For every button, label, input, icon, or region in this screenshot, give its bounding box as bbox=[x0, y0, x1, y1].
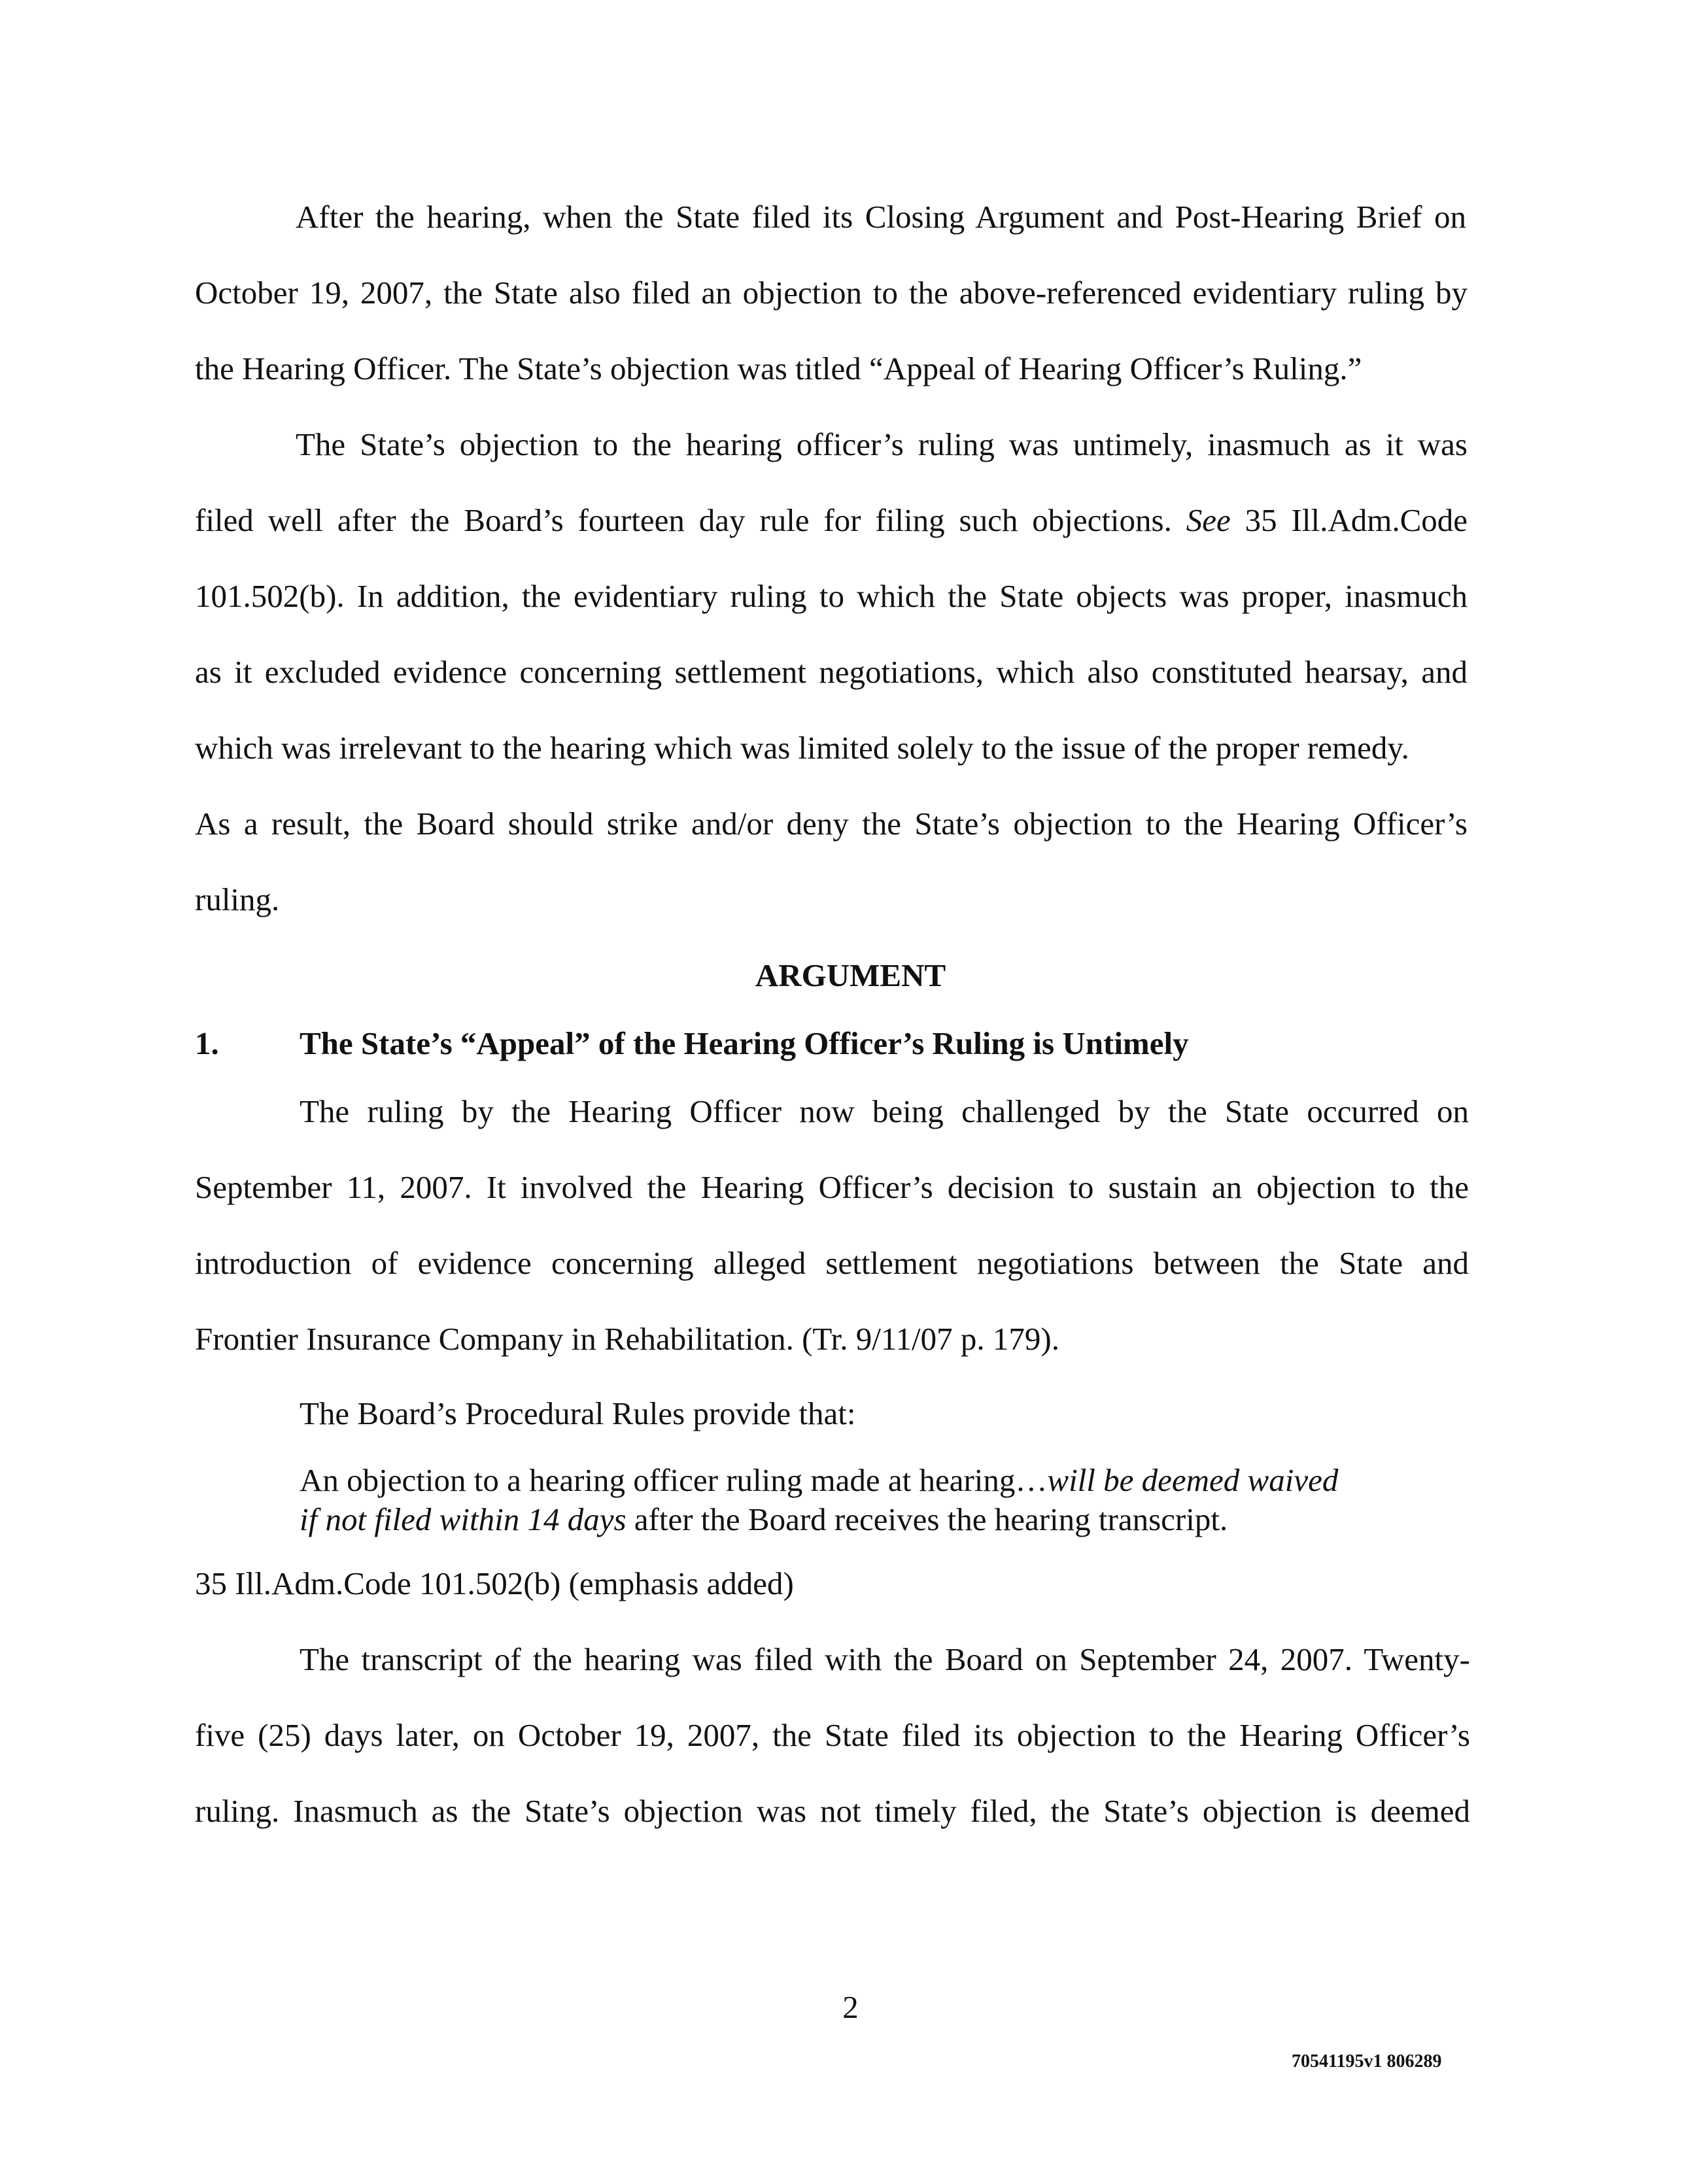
paragraph-4-line-1: The transcript of the hearing was filed with the Board on September 24, 2007. Twenty- bbox=[300, 1641, 1470, 1677]
quote-line-1 bbox=[300, 1461, 1338, 1500]
document-id: 70541195v1 806289 bbox=[1292, 2051, 1442, 2072]
quote-text-2: after the Board receives the hearing transcript. bbox=[634, 1501, 1228, 1537]
paragraph-2-line-6: As a result, the Board should strike and/or deny the State’s objection to the Hearing Officer’s bbox=[195, 806, 1468, 842]
quote-text: An objection to a hearing officer ruling made at hearing… bbox=[300, 1462, 1048, 1498]
paragraph-2-line-7: ruling. bbox=[195, 881, 280, 917]
paragraph-2-line-2-text: filed well after the Board’s fourteen day rule for filing such objections. bbox=[195, 502, 1172, 538]
paragraph-4-line-2: five (25) days later, on October 19, 2007, the State filed its objection to the Hearing Officer’s bbox=[195, 1717, 1470, 1753]
quote-emphasis-2: if not filed within 14 days bbox=[300, 1501, 627, 1537]
section-number: 1. bbox=[195, 1025, 219, 1061]
rules-intro: The Board’s Procedural Rules provide that: bbox=[300, 1395, 856, 1431]
paragraph-4-line-3: ruling. Inasmuch as the State’s objection was not timely filed, the State’s objection is deemed bbox=[195, 1793, 1470, 1829]
paragraph-2-line-4: as it excluded evidence concerning settlement negotiations, which also constituted hearsay, and bbox=[195, 654, 1468, 690]
paragraph-2-line-3: 101.502(b). In addition, the evidentiary ruling to which the State objects was proper, inasmuch bbox=[195, 578, 1468, 614]
paragraph-1-line-1: After the hearing, when the State filed its Closing Argument and Post-Hearing Brief on bbox=[296, 199, 1466, 235]
page-number: 2 bbox=[842, 1989, 859, 2025]
quote-emphasis: will be deemed waived bbox=[1047, 1462, 1339, 1498]
paragraph-1-line-3: the Hearing Officer. The State’s objection was titled “Appeal of Hearing Officer’s Ruling.” bbox=[195, 350, 1362, 386]
citation: 35 Ill.Adm.Code 101.502(b) (emphasis added) bbox=[195, 1565, 794, 1601]
paragraph-3-line-3: introduction of evidence concerning alleged settlement negotiations between the State and bbox=[195, 1245, 1469, 1281]
argument-heading: ARGUMENT bbox=[755, 957, 946, 993]
paragraph-1-line-2: October 19, 2007, the State also filed an objection to the above-referenced evidentiary ruling by bbox=[195, 275, 1468, 311]
paragraph-2-line-2 bbox=[195, 501, 1468, 540]
see-signal: See bbox=[1186, 502, 1231, 538]
paragraph-3-line-4: Frontier Insurance Company in Rehabilitation. (Tr. 9/11/07 p. 179). bbox=[195, 1321, 1059, 1357]
paragraph-2-line-5: which was irrelevant to the hearing which was limited solely to the issue of the proper remedy. bbox=[195, 730, 1409, 766]
section-title: The State’s “Appeal” of the Hearing Officer’s Ruling is Untimely bbox=[300, 1025, 1189, 1061]
paragraph-3-line-1: The ruling by the Hearing Officer now being challenged by the State occurred on bbox=[300, 1093, 1469, 1129]
paragraph-2-line-1: The State’s objection to the hearing officer’s ruling was untimely, inasmuch as it was bbox=[296, 426, 1468, 462]
quote-line-2 bbox=[300, 1500, 1228, 1539]
paragraph-3-line-2: September 11, 2007. It involved the Hearing Officer’s decision to sustain an objection to the bbox=[195, 1169, 1469, 1205]
paragraph-2-line-2-citation: 35 Ill.Adm.Code bbox=[1245, 502, 1468, 538]
